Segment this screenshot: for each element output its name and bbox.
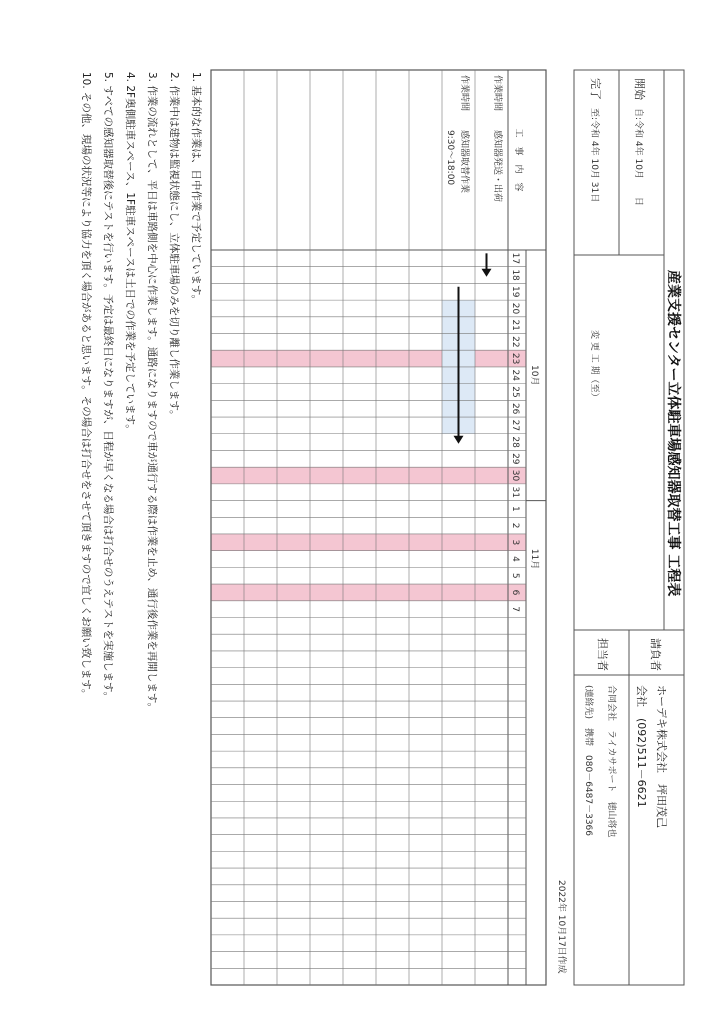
document-title: 産業支援センター立体駐車場感知器取替工事 工程表 bbox=[665, 270, 681, 597]
day-label: 23 bbox=[510, 352, 520, 365]
day-label: 21 bbox=[510, 319, 520, 331]
change-label: 変 更 工 期（至） bbox=[589, 330, 599, 402]
holiday-column bbox=[211, 467, 526, 484]
month-label-nov: 11月 bbox=[529, 548, 539, 570]
person-name: 合同会社 ライカサポート 徳山将也 bbox=[606, 685, 616, 838]
note-line: 5. すべての感知器取替後にテストを行います。予定は最終日になりますが、日程が早くなる場合は打合せのうえテストを実施します。 bbox=[102, 72, 114, 703]
note-line: 4. 2F奥側駐車スペース、1F駐車スペースは土日での作業を予定しています。 bbox=[124, 72, 136, 435]
day-label: 20 bbox=[510, 302, 520, 315]
month-label-oct: 10月 bbox=[529, 365, 539, 386]
day-label: 4 bbox=[510, 556, 520, 562]
created-date: 2022年 10月17日作成 bbox=[556, 880, 566, 974]
task-time-label: 作業時間 bbox=[459, 75, 469, 112]
person-contact: (連絡先) 携帯 080－6487－3366 bbox=[583, 685, 593, 837]
day-label: 19 bbox=[510, 286, 520, 298]
day-label: 25 bbox=[510, 386, 520, 398]
day-label: 6 bbox=[510, 589, 520, 596]
task-arrow-head bbox=[482, 269, 492, 277]
note-line: 10. その他、現場の状況等により協力を頂く場合があると思います。その場合は打合せをさせて頂きますので宜しくお願い致します。 bbox=[80, 72, 92, 700]
day-label: 3 bbox=[510, 539, 520, 546]
contractor-phone: 会社 (092)511－6621 bbox=[635, 685, 648, 808]
day-label: 5 bbox=[510, 572, 520, 579]
task-arrow-head bbox=[454, 436, 464, 444]
header-block bbox=[556, 70, 684, 985]
start-label: 開始 bbox=[633, 78, 646, 100]
end-label: 完了 bbox=[589, 78, 602, 100]
day-label: 27 bbox=[510, 419, 520, 432]
end-value: 至:令和 4年 10月 31日 bbox=[589, 108, 599, 203]
work-content-header: 工 事 内 容 bbox=[513, 128, 523, 192]
day-label: 18 bbox=[510, 269, 520, 281]
contractor-role-label: 請負者 bbox=[649, 638, 662, 671]
table-frame bbox=[211, 70, 546, 985]
task-name: 感知器取替作業 bbox=[459, 130, 469, 194]
holiday-column bbox=[211, 584, 526, 601]
task-name: 感知器発送・出荷 bbox=[492, 130, 502, 203]
day-label: 1 bbox=[510, 506, 520, 512]
day-label: 7 bbox=[510, 606, 520, 613]
day-label: 31 bbox=[510, 486, 520, 498]
task-time-label: 作業時間 bbox=[492, 75, 502, 112]
holiday-column bbox=[211, 350, 526, 367]
start-value: 自:令和 4年 10月 日 bbox=[633, 108, 643, 206]
notes-block bbox=[80, 72, 203, 713]
day-label: 22 bbox=[510, 336, 520, 348]
note-line: 3. 作業の流れとして、平日は車路側を中心に作業します。通路になりますので車が通行する際は作業を止め、通行後作業を再開します。 bbox=[146, 72, 158, 714]
person-label: 担当者 bbox=[596, 638, 609, 671]
day-label: 26 bbox=[510, 402, 520, 415]
day-label: 28 bbox=[510, 436, 520, 448]
day-label: 2 bbox=[510, 522, 520, 529]
day-label: 29 bbox=[510, 453, 520, 465]
gantt-table bbox=[211, 70, 546, 985]
day-label: 24 bbox=[510, 369, 520, 382]
holiday-column bbox=[211, 534, 526, 551]
contractor-company: ホーデキ株式会社 坪田茂己 bbox=[655, 685, 668, 828]
note-line: 1. 基本的な作業は、日中作業で予定しています。 bbox=[190, 72, 202, 306]
task-time: 9:30～18:00 bbox=[445, 130, 455, 186]
note-line: 2. 作業中は建物は監視状態にし、立体駐車場のみを切り離し作業します。 bbox=[168, 72, 180, 421]
day-label: 30 bbox=[510, 469, 520, 482]
day-label: 17 bbox=[510, 252, 520, 265]
